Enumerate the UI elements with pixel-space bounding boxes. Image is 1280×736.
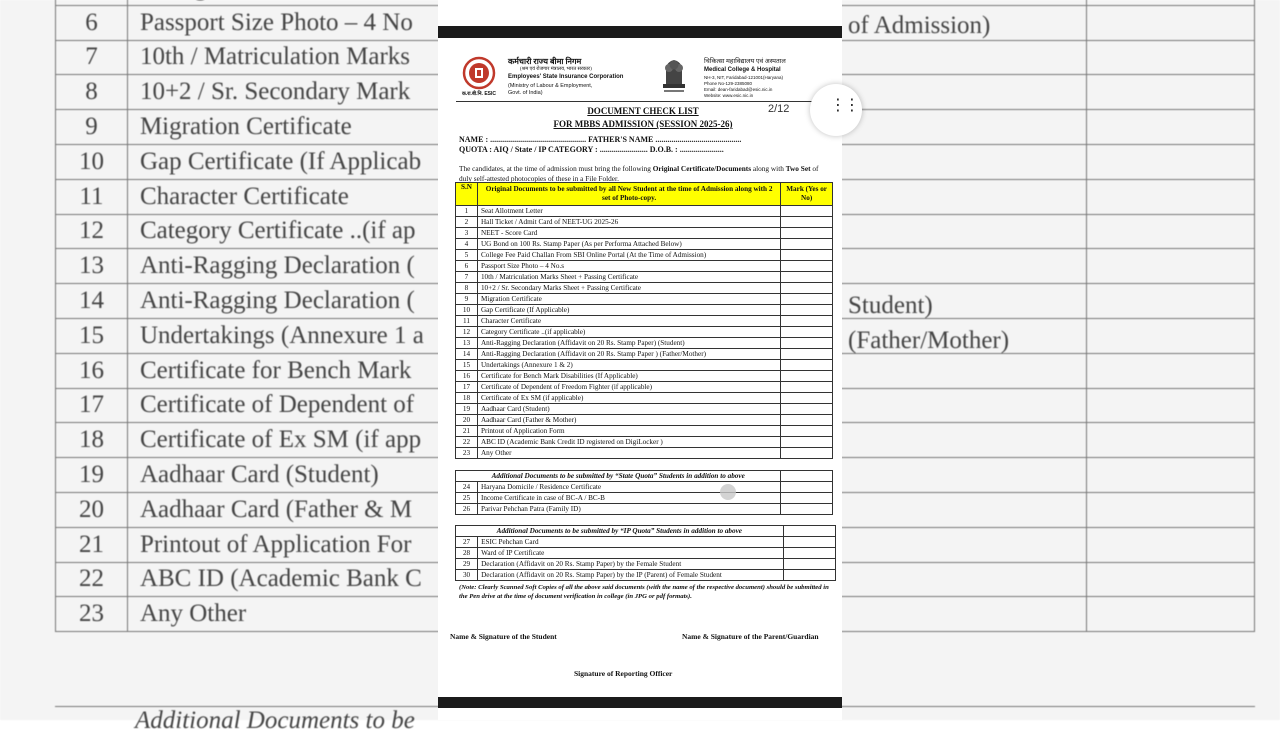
background-fragment: (Father/Mother) — [848, 327, 1010, 354]
row-number: 6 — [456, 261, 478, 272]
mark-cell[interactable] — [781, 283, 833, 294]
row-document: Character Certificate — [477, 316, 780, 327]
row-number: 2 — [456, 217, 478, 228]
background-row-number: 6 — [56, 5, 128, 40]
table-row — [456, 404, 833, 415]
background-row-text: Aadhaar Card (Father & M — [127, 492, 1086, 527]
row-number: 12 — [456, 327, 478, 338]
table-row — [456, 305, 833, 316]
row-document: Anti-Ragging Declaration (Affidavit on 20 Rs. Stamp Paper ) (Father/Mother) — [477, 349, 780, 360]
touch-indicator — [720, 484, 736, 500]
row-number: 14 — [456, 349, 478, 360]
mark-cell[interactable] — [781, 448, 833, 459]
row-document: NEET - Score Card — [477, 228, 780, 239]
document-subtitle: FOR MBBS ADMISSION (SESSION 2025-26) — [553, 119, 733, 129]
row-document: Aadhaar Card (Father & Mother) — [477, 415, 780, 426]
student-signature-label: Name & Signature of the Student — [450, 632, 557, 641]
row-number: 30 — [456, 570, 478, 581]
ip-quota-header: Additional Documents to be submitted by “IP Quota” Students in addition to above — [456, 526, 784, 537]
table-row — [456, 382, 833, 393]
row-number: 20 — [456, 415, 478, 426]
esic-ministry: (Ministry of Labour & Employment, Govt. of India) — [508, 83, 593, 96]
table-row — [456, 493, 833, 504]
table-row — [456, 559, 836, 570]
background-row-number: 21 — [56, 527, 128, 562]
table-row — [456, 349, 833, 360]
mark-cell[interactable] — [783, 526, 835, 537]
background-row-text: Certificate of Ex SM (if app — [127, 423, 1086, 458]
background-row-text: Aadhaar Card (Student) — [127, 458, 1086, 493]
esic-english-name: Employees' State Insurance Corporation — [508, 74, 624, 80]
national-emblem-icon — [656, 54, 692, 96]
mark-cell[interactable] — [781, 504, 833, 515]
row-document: Income Certificate in case of BC-A / BC-B — [477, 493, 780, 504]
mark-cell[interactable] — [783, 559, 835, 570]
row-number: 18 — [456, 393, 478, 404]
row-document: Hall Ticket / Admit Card of NEET-UG 2025-26 — [477, 217, 780, 228]
table-row — [456, 482, 833, 493]
ip-quota-table — [455, 525, 836, 581]
background-row-text: Certificate of Dependent of — [127, 388, 1086, 423]
row-document: Any Other — [477, 448, 780, 459]
background-mark-cell — [1087, 179, 1255, 214]
row-document: Undertakings (Annexure 1 & 2) — [477, 360, 780, 371]
background-row-number: 14 — [56, 284, 128, 319]
background-mark-cell — [1087, 214, 1255, 249]
row-number: 10 — [456, 305, 478, 316]
table-row — [456, 217, 833, 228]
background-row-number: 22 — [56, 562, 128, 597]
row-number: 8 — [456, 283, 478, 294]
background-row-number: 17 — [56, 388, 128, 423]
parent-signature-label: Name & Signature of the Parent/Guardian — [682, 632, 819, 641]
esic-hindi-name: कर्मचारी राज्य बीमा निगम — [508, 57, 582, 66]
document-title: DOCUMENT CHECK LIST — [587, 106, 699, 116]
mark-cell[interactable] — [781, 338, 833, 349]
row-number: 29 — [456, 559, 478, 570]
mark-cell[interactable] — [783, 548, 835, 559]
document-viewer[interactable] — [438, 0, 858, 720]
row-document: Printout of Application Form — [477, 426, 780, 437]
header-sn: S.N — [456, 183, 478, 206]
hospital-hindi-name: चिकित्सा महाविद्यालय एवं अस्पताल — [704, 58, 786, 65]
row-number: 4 — [456, 239, 478, 250]
row-number: 13 — [456, 338, 478, 349]
table-row — [456, 261, 833, 272]
intro-text: The candidates, at the time of admission must bring the following — [459, 164, 653, 173]
esic-logo-label: क.रा.बी.नि. ESIC — [461, 91, 497, 97]
header-mark: Mark (Yes or No) — [781, 183, 833, 206]
row-document: Gap Certificate (If Applicable) — [477, 305, 780, 316]
table-row — [456, 316, 833, 327]
background-row-number: 13 — [56, 249, 128, 284]
mark-cell[interactable] — [781, 382, 833, 393]
row-document: ESIC Pehchan Card — [478, 537, 784, 548]
officer-signature-label: Signature of Reporting Officer — [574, 669, 673, 678]
row-number: 19 — [456, 404, 478, 415]
background-row-number: 11 — [56, 179, 128, 214]
background-mark-cell — [1087, 40, 1255, 75]
table-row — [456, 338, 833, 349]
row-document: UG Bond on 100 Rs. Stamp Paper (As per Performa Attached Below) — [477, 239, 780, 250]
hospital-english-name: Medical College & Hospital — [704, 67, 781, 73]
row-document: ABC ID (Academic Bank Credit ID registered on DigiLocker ) — [477, 437, 780, 448]
background-row-text: Any Other — [127, 597, 1086, 632]
background-mark-cell — [1087, 527, 1255, 562]
row-document: Certificate for Bench Mark Disabilities (If Applicable) — [477, 371, 780, 382]
row-document: Seat Allotment Letter — [477, 206, 780, 217]
row-number: 7 — [456, 272, 478, 283]
checklist-header-row — [456, 183, 833, 206]
background-row-text: 10th / Matriculation Marks — [127, 40, 1086, 75]
background-row-number: 9 — [56, 110, 128, 145]
background-row-number: 23 — [56, 597, 128, 632]
row-number: 27 — [456, 537, 478, 548]
ip-quota-header-row — [456, 526, 836, 537]
quota-field-row: QUOTA : AIQ / State / IP CATEGORY : ........................ D.O.B. : ...................... — [459, 145, 724, 154]
background-mark-cell — [1087, 144, 1255, 179]
background-mark-cell — [1087, 318, 1255, 353]
row-document: Haryana Domicile / Residence Certificate — [477, 482, 780, 493]
mark-cell[interactable] — [781, 327, 833, 338]
background-mark-cell — [1087, 597, 1255, 632]
note-paragraph: (Note: Clearly Scanned Soft Copies of all the above said documents (with the name of the respective document) should be submitted in the Pen drive at the time of document verification in college (in JPG or pdf formats). — [459, 584, 829, 600]
background-mark-cell — [1087, 284, 1255, 319]
background-mark-cell — [1087, 249, 1255, 284]
background-row-text: Migration Certificate — [127, 110, 1086, 145]
mark-cell[interactable] — [781, 471, 833, 482]
row-number: 16 — [456, 371, 478, 382]
state-quota-table — [455, 470, 833, 515]
mark-cell[interactable] — [781, 393, 833, 404]
row-document: Passport Size Photo – 4 No.s — [477, 261, 780, 272]
row-number: 3 — [456, 228, 478, 239]
page-counter: 2/12 — [768, 103, 790, 115]
mark-cell[interactable] — [781, 349, 833, 360]
mark-cell[interactable] — [781, 228, 833, 239]
background-row-text: Undertakings (Annexure 1 a — [127, 318, 1086, 353]
row-document: 10th / Matriculation Marks Sheet + Passing Certificate — [477, 272, 780, 283]
mark-cell[interactable] — [783, 537, 835, 548]
intro-text: along with — [751, 164, 786, 173]
mark-cell[interactable] — [781, 415, 833, 426]
table-row — [456, 393, 833, 404]
background-row-text: ABC ID (Academic Bank C — [127, 562, 1086, 597]
table-row — [456, 360, 833, 371]
row-document: Declaration (Affidavit on 20 Rs. Stamp Paper) by the IP (Parent) of Female Student — [478, 570, 784, 581]
background-mark-cell — [1087, 5, 1255, 40]
table-row — [456, 239, 833, 250]
table-row — [456, 294, 833, 305]
background-row-text: Anti-Ragging Declaration ( — [127, 284, 1086, 319]
letterhead-divider — [456, 101, 832, 102]
row-document: Certificate of Ex SM (if applicable) — [477, 393, 780, 404]
table-row — [456, 548, 836, 559]
esic-hindi-sub: (श्रम एवं रोजगार मंत्रालय, भारत सरकार) — [520, 67, 592, 72]
background-mark-cell — [1087, 110, 1255, 145]
row-number: 17 — [456, 382, 478, 393]
row-document: Anti-Ragging Declaration (Affidavit on 20 Rs. Stamp Paper) (Student) — [477, 338, 780, 349]
mark-cell[interactable] — [781, 250, 833, 261]
mark-cell[interactable] — [781, 294, 833, 305]
background-mark-cell — [1087, 492, 1255, 527]
viewer-bottom-bar — [438, 697, 842, 708]
mark-cell[interactable] — [781, 437, 833, 448]
row-document: Certificate of Dependent of Freedom Fighter (if applicable) — [477, 382, 780, 393]
mark-cell[interactable] — [781, 305, 833, 316]
row-number: 5 — [456, 250, 478, 261]
esic-logo-icon — [458, 56, 500, 98]
background-row-text: Category Certificate ..(if ap — [127, 214, 1086, 249]
background-row-number: 12 — [56, 214, 128, 249]
table-row — [456, 504, 833, 515]
mark-cell[interactable] — [781, 493, 833, 504]
drag-dots-icon: ⋮⋮ — [830, 95, 858, 114]
header-documents: Original Documents to be submitted by all New Student at the time of Admission along with 2 set of Photo-copy. — [477, 183, 780, 206]
table-row — [456, 272, 833, 283]
hospital-address: NH-3, NIT, Faridabad-121001(Haryana) — [704, 75, 784, 80]
mark-cell[interactable] — [781, 261, 833, 272]
table-row — [456, 283, 833, 294]
mark-cell[interactable] — [781, 426, 833, 437]
hospital-phone: Phone No-129-2385080 — [704, 81, 753, 86]
background-row-text: Character Certificate — [127, 179, 1086, 214]
background-row-number: 19 — [56, 458, 128, 493]
mark-cell[interactable] — [781, 482, 833, 493]
row-number: 23 — [456, 448, 478, 459]
hospital-website: Website: www.esic.nic.in — [704, 93, 754, 98]
table-row — [456, 415, 833, 426]
row-document: Category Certificate ..(if applicable) — [477, 327, 780, 338]
intro-text: of duly self-attested photocopies of these in a File Folder. — [459, 164, 819, 183]
background-row-text: Printout of Application For — [127, 527, 1086, 562]
table-row — [456, 570, 836, 581]
background-mark-cell — [1087, 458, 1255, 493]
background-mark-cell — [1087, 75, 1255, 110]
row-document: Parivar Pehchan Patra (Family ID) — [477, 504, 780, 515]
background-row-text: Anti-Ragging Declaration ( — [127, 249, 1086, 284]
background-mark-cell — [1087, 353, 1255, 388]
row-number: 28 — [456, 548, 478, 559]
mark-cell[interactable] — [781, 272, 833, 283]
table-row — [456, 228, 833, 239]
hospital-email: Email: dean-faridabad@esic.nic.in — [704, 87, 773, 92]
table-row — [456, 537, 836, 548]
background-row-number: 10 — [56, 144, 128, 179]
mark-cell[interactable] — [781, 371, 833, 382]
mark-cell[interactable] — [781, 360, 833, 371]
background-mark-cell — [1087, 423, 1255, 458]
background-row-number: 20 — [56, 492, 128, 527]
row-document: Aadhaar Card (Student) — [477, 404, 780, 415]
viewer-top-bar — [438, 26, 842, 38]
table-row — [456, 250, 833, 261]
row-number: 24 — [456, 482, 478, 493]
background-row-number: 18 — [56, 423, 128, 458]
background-fragment: of Admission) — [848, 12, 991, 39]
state-quota-header: Additional Documents to be submitted by “State Quota” Students in addition to above — [456, 471, 781, 482]
mark-cell[interactable] — [781, 217, 833, 228]
state-quota-header-row — [456, 471, 833, 482]
row-number: 21 — [456, 426, 478, 437]
intro-paragraph — [459, 164, 829, 183]
row-document: Migration Certificate — [477, 294, 780, 305]
background-row-number: 8 — [56, 75, 128, 110]
row-number: 15 — [456, 360, 478, 371]
background-bottom-text: Additional Documents to be — [55, 706, 1255, 736]
table-row — [456, 371, 833, 382]
table-row — [456, 206, 833, 217]
background-mark-cell — [1087, 562, 1255, 597]
row-document: Ward of IP Certificate — [478, 548, 784, 559]
row-document: 10+2 / Sr. Secondary Marks Sheet + Passing Certificate — [477, 283, 780, 294]
row-number: 1 — [456, 206, 478, 217]
background-row-text: 10+2 / Sr. Secondary Mark — [127, 75, 1086, 110]
background-fragment: Student) — [848, 292, 933, 319]
table-row — [456, 448, 833, 459]
row-number: 22 — [456, 437, 478, 448]
row-document: College Fee Paid Challan From SBI Online Portal (At the Time of Admission) — [477, 250, 780, 261]
background-row-number: 15 — [56, 318, 128, 353]
checklist-table — [455, 182, 833, 459]
fast-scroll-handle[interactable] — [810, 84, 862, 136]
mark-cell[interactable] — [783, 570, 835, 581]
intro-bold: Original Certificate/Documents — [652, 164, 752, 173]
mark-cell[interactable] — [781, 404, 833, 415]
background-row-text: Certificate for Bench Mark — [127, 353, 1086, 388]
background-row-text: Gap Certificate (If Applicab — [127, 144, 1086, 179]
background-mark-cell — [1087, 388, 1255, 423]
mark-cell[interactable] — [781, 316, 833, 327]
row-document: Declaration (Affidavit on 20 Rs. Stamp Paper) by the Female Student — [478, 559, 784, 570]
name-field-row: NAME : ................................................ FATHER'S NAME ........................................... — [459, 135, 742, 144]
mark-cell[interactable] — [781, 239, 833, 250]
background-row-text: Passport Size Photo – 4 No — [127, 5, 1086, 40]
row-number: 9 — [456, 294, 478, 305]
table-row — [456, 426, 833, 437]
table-row — [456, 437, 833, 448]
row-number: 11 — [456, 316, 478, 327]
table-row — [456, 327, 833, 338]
background-row-number: 16 — [56, 353, 128, 388]
background-row-number: 7 — [56, 40, 128, 75]
intro-bold: Two Set — [785, 164, 811, 173]
row-number: 26 — [456, 504, 478, 515]
mark-cell[interactable] — [781, 206, 833, 217]
row-number: 25 — [456, 493, 478, 504]
